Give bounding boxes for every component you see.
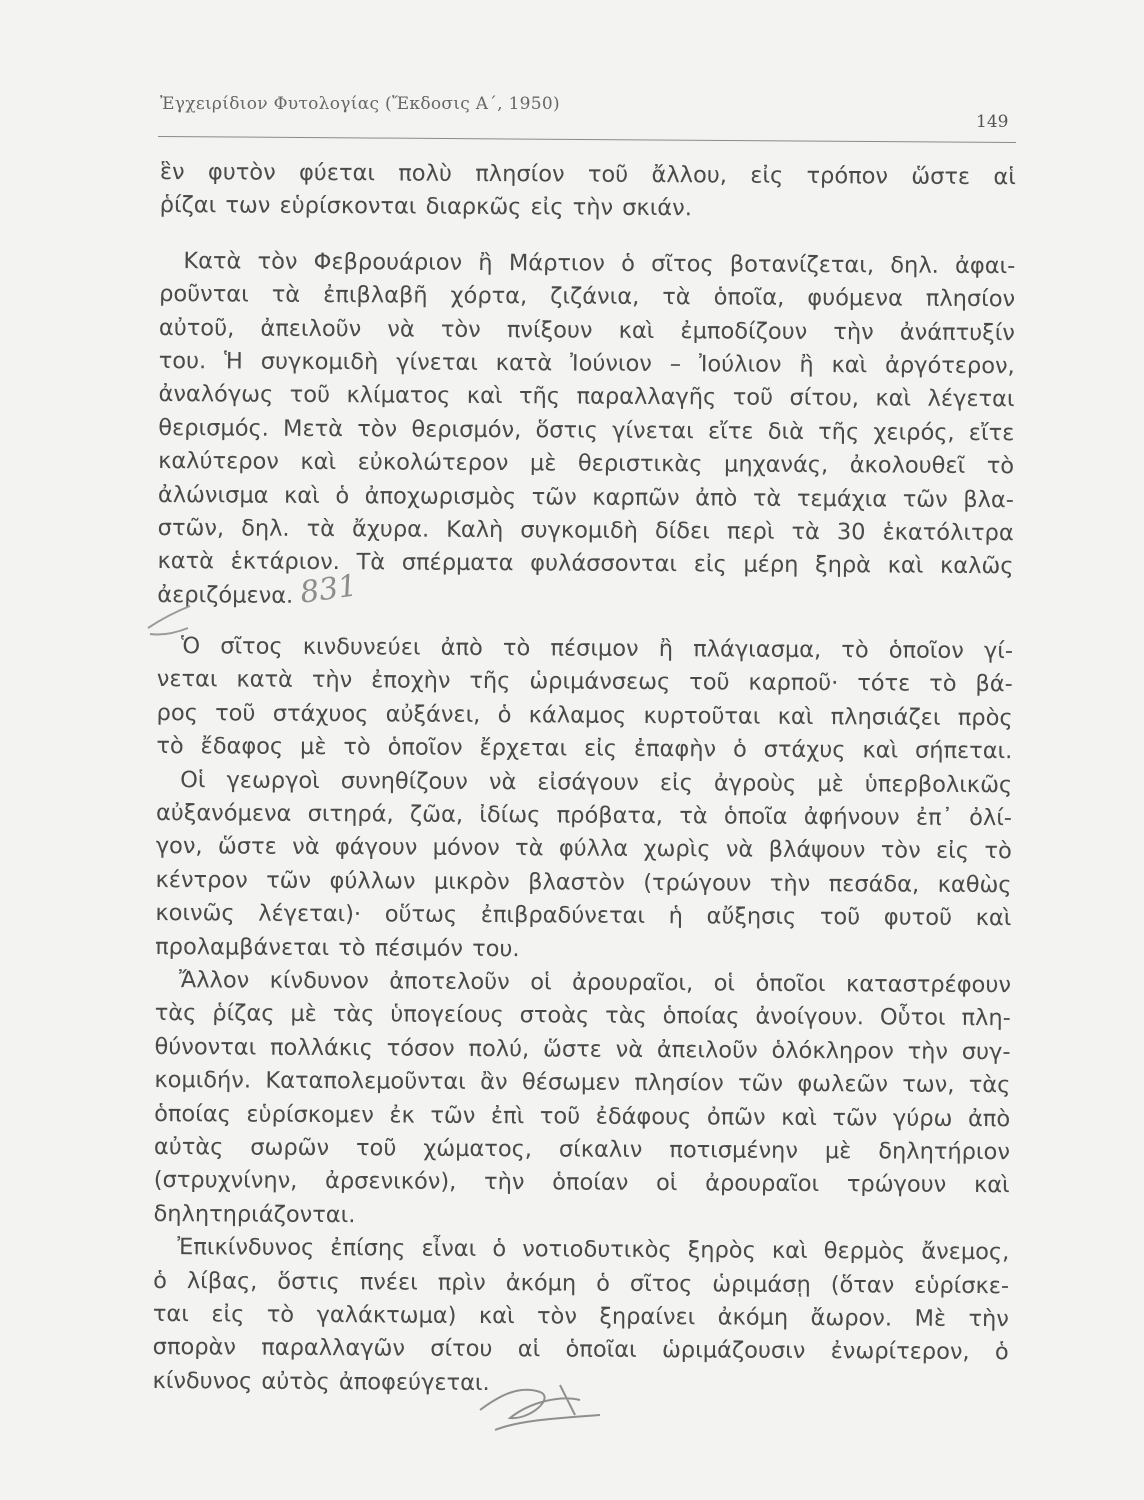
text-line: Ὁ σῖτος κινδυνεύει ἀπὸ τὸ πέσιμον ἢ πλάγιασμα, τὸ ὁποῖον γί- bbox=[180, 633, 1014, 665]
text-line: κομιδήν. Καταπολεμοῦνται ἂν θέσωμεν πλησίον τῶν φωλεῶν των, τὰς bbox=[154, 1067, 1011, 1099]
text-line: θερισμός. Μετὰ τὸν θερισμόν, ὅστις γίνεται εἴτε διὰ τῆς χειρός, εἴτε bbox=[158, 414, 1015, 446]
pencil-scribble bbox=[480, 1385, 600, 1430]
text-line: αὐξανόμενα σιτηρά, ζῶα, ἰδίως πρόβατα, τὰ ὁποῖα ἀφήνουν ἐπ᾽ ὀλί- bbox=[155, 800, 1013, 832]
text-line: σπορὰν παραλλαγῶν σίτου αἱ ὁποῖαι ὡριμάζουσιν ἐνωρίτερον, ὁ bbox=[152, 1334, 1009, 1366]
text-line: Οἱ γεωργοὶ συνηθίζουν νὰ εἰσάγουν εἰς ἀγροὺς μὲ ὑπερβολικῶς bbox=[180, 766, 1013, 798]
text-line: κέντρον τῶν φύλλων μικρὸν βλαστὸν (τρώγουν τὴν πεσάδα, καθὼς bbox=[155, 866, 1012, 899]
running-head-title: Ἐγχειρίδιον Φυτολογίας (Ἔκδοσις Α΄, 1950) bbox=[160, 94, 560, 114]
text-line: κατὰ ἑκτάριον. Τὰ σπέρματα φυλάσσονται εἰς μέρη ξηρὰ καὶ καλῶς bbox=[157, 548, 1014, 580]
text-line: τὰς ῥίζας μὲ τὰς ὑπογείους στοὰς τὰς ὁποίας ἀνοίγουν. Οὗτοι πλη- bbox=[154, 1000, 1011, 1032]
text-line: δηλητηριάζονται. bbox=[153, 1200, 356, 1228]
text-line: καλύτερον καὶ εὐκολώτερον μὲ θεριστικὰς μηχανάς, ἀκολουθεῖ τὸ bbox=[158, 448, 1015, 480]
text-line: ται εἰς τὸ γαλάκτωμα) καὶ τὸν ξηραίνει ἀκόμη ἄωρον. Μὲ τὴν bbox=[152, 1300, 1009, 1333]
text-line: αὐτὰς σωρῶν τοῦ χώματος, σίκαλιν ποτισμένην μὲ δηλητήριον bbox=[153, 1133, 1011, 1166]
pencil-check-mark bbox=[148, 606, 190, 635]
text-line: ἀεριζόμενα. bbox=[157, 581, 294, 609]
text-line: γον, ὥστε νὰ φάγουν μόνον τὰ φύλλα χωρὶς νὰ βλάψουν τὸν εἰς τὸ bbox=[155, 833, 1012, 865]
text-line: ὁποίας εὑρίσκομεν ἐκ τῶν ἐπὶ τοῦ ἐδάφους ὀπῶν καὶ τῶν γύρω ἀπὸ bbox=[154, 1100, 1011, 1132]
handwritten-margin-number: 831 bbox=[297, 568, 360, 611]
text-line: ῥίζαι των εὑρίσκονται διαρκῶς εἰς τὴν σκιάν. bbox=[159, 192, 692, 222]
text-line: (στρυχνίνην, ἀρσενικόν), τὴν ὁποίαν οἱ ἀρουραῖοι τρώγουν καὶ bbox=[153, 1167, 1010, 1199]
text-line: θύνονται πολλάκις τόσον πολύ, ὥστε νὰ ἀπειλοῦν ὁλόκληρον τὴν συγ- bbox=[154, 1033, 1011, 1065]
text-line: Ἄλλον κίνδυνον ἀποτελοῦν οἱ ἀρουραῖοι, οἱ ὁποῖοι καταστρέφουν bbox=[178, 967, 1012, 999]
text-line: ἓν φυτὸν φύεται πολὺ πλησίον τοῦ ἄλλου, εἰς τρόπον ὥστε αἱ bbox=[159, 158, 1016, 191]
text-line: ἀναλόγως τοῦ κλίματος καὶ τῆς παραλλαγῆς τοῦ σίτου, καὶ λέγεται bbox=[158, 381, 1015, 413]
text-line: αὐτοῦ, ἀπειλοῦν νὰ τὸν πνίξουν καὶ ἐμποδίζουν τὴν ἀνάπτυξίν bbox=[158, 314, 1016, 346]
text-line: Ἐπικίνδυνος ἐπίσης εἶναι ὁ νοτιοδυτικὸς ξηρὸς καὶ θερμὸς ἄνεμος, bbox=[177, 1234, 1010, 1266]
page-number: 149 bbox=[976, 112, 1009, 132]
text-line: ροῦνται τὰ ἐπιβλαβῆ χόρτα, ζιζάνια, τὰ ὁποῖα, φυόμενα πλησίον bbox=[159, 281, 1016, 313]
text-line: ὁ λίβας, ὅστις πνέει πρὶν ἀκόμη ὁ σῖτος ὡριμάσῃ (ὅταν εὑρίσκε- bbox=[153, 1267, 1010, 1299]
text-line: νεται κατὰ τὴν ἐποχὴν τῆς ὡριμάνσεως τοῦ καρποῦ· τότε τὸ βά- bbox=[156, 666, 1013, 698]
text-line: του. Ἡ συγκομιδὴ γίνεται κατὰ Ἰούνιον – Ἰούλιον ἢ καὶ ἀργότερον, bbox=[158, 347, 1015, 380]
text-line: τὸ ἔδαφος μὲ τὸ ὁποῖον ἔρχεται εἰς ἐπαφὴν ὁ στάχυς καὶ σήπεται. bbox=[156, 733, 1013, 765]
text-line: προλαμβάνεται τὸ πέσιμόν του. bbox=[155, 933, 520, 962]
text-line: κοινῶς λέγεται)· οὕτως ἐπιβραδύνεται ἡ αὔξησις τοῦ φυτοῦ καὶ bbox=[155, 900, 1012, 932]
text-line: ἀλώνισμα καὶ ὁ ἀποχωρισμὸς τῶν καρπῶν ἀπὸ τὰ τεμάχια τῶν βλα- bbox=[157, 481, 1014, 513]
text-line: ρος τοῦ στάχυος αὐξάνει, ὁ κάλαμος κυρτοῦται καὶ πλησιάζει πρὸς bbox=[156, 699, 1013, 732]
text-line: Κατὰ τὸν Φεβρουάριον ἢ Μάρτιον ὁ σῖτος βοτανίζεται, δηλ. ἀφαι- bbox=[183, 247, 1016, 280]
text-line: στῶν, δηλ. τὰ ἄχυρα. Καλὴ συγκομιδὴ δίδει περὶ τὰ 30 ἑκατόλιτρα bbox=[157, 514, 1014, 547]
text-line: κίνδυνος αὐτὸς ἀποφεύγεται. bbox=[152, 1367, 490, 1396]
